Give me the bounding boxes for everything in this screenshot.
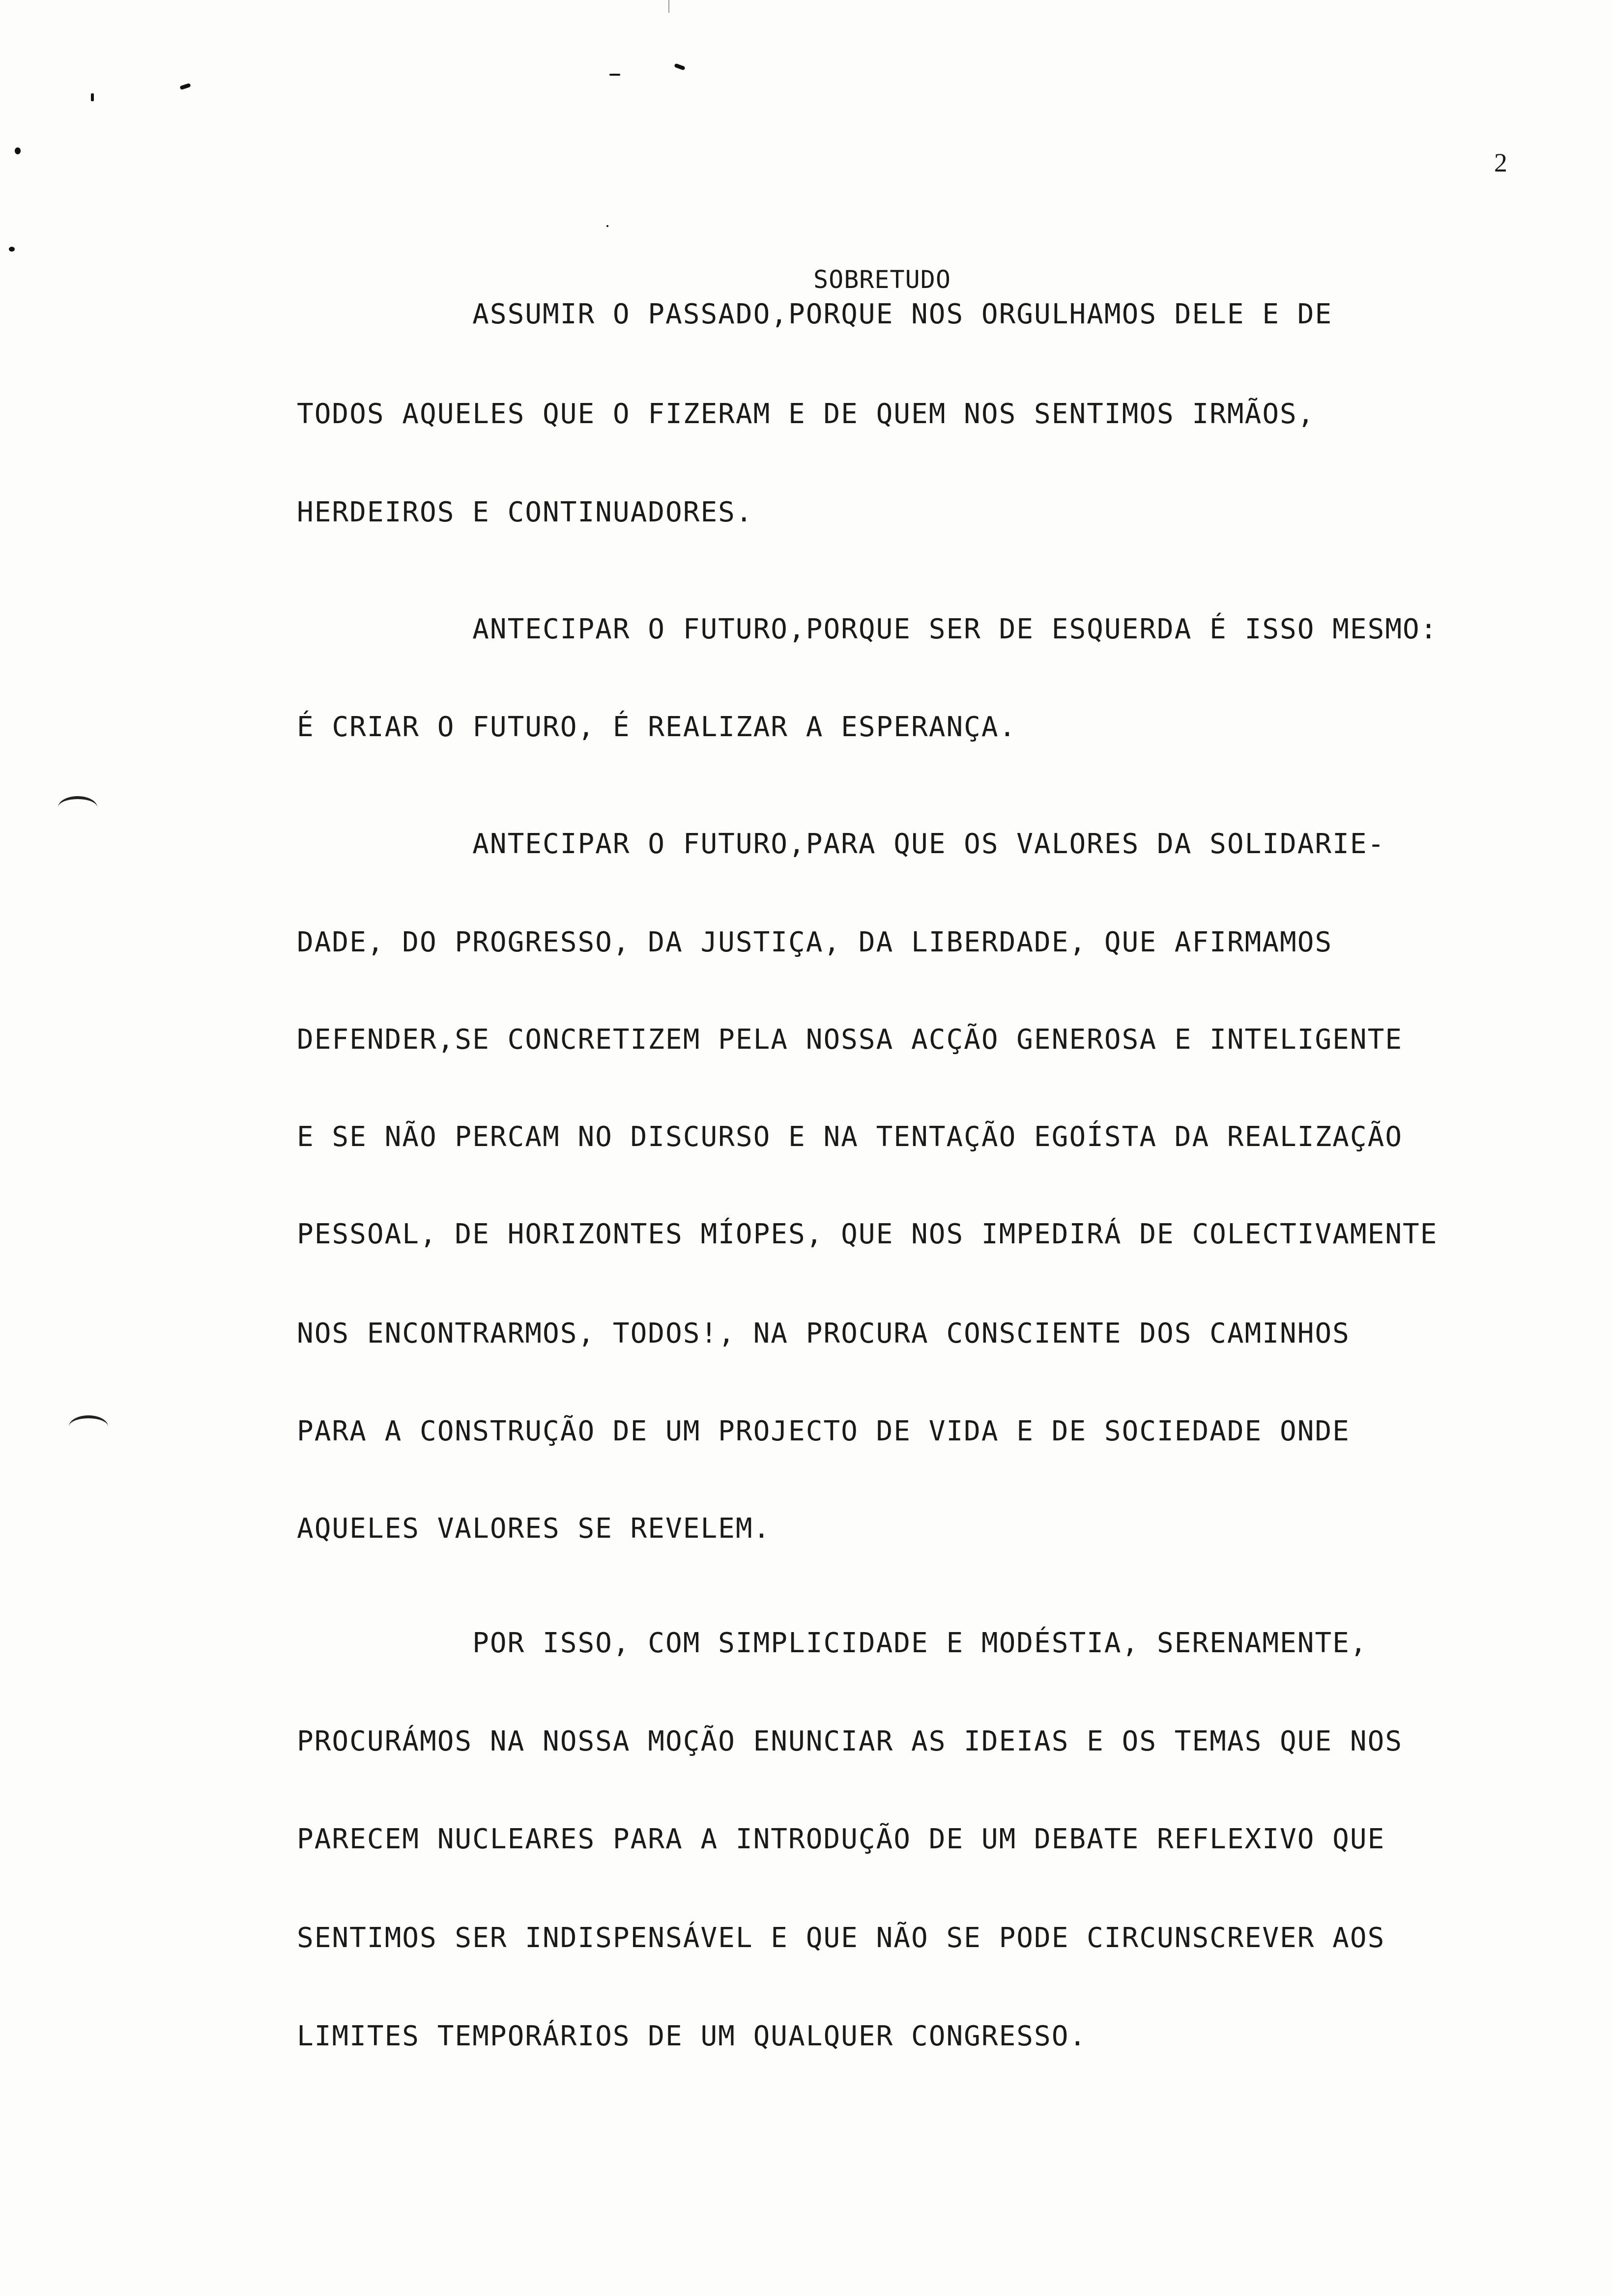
- scan-speck: [91, 93, 94, 101]
- scan-mark: [668, 0, 669, 13]
- text-line: NOS ENCONTRARMOS, TODOS!, NA PROCURA CONSCIENTE DOS CAMINHOS: [297, 1318, 1350, 1349]
- text-line: HERDEIROS E CONTINUADORES.: [297, 496, 753, 528]
- page-number: 2: [1494, 148, 1507, 177]
- text-line: POR ISSO, COM SIMPLICIDADE E MODÉSTIA, SERENAMENTE,: [297, 1627, 1368, 1659]
- scan-speck: [609, 74, 620, 76]
- text-line: PARA A CONSTRUÇÃO DE UM PROJECTO DE VIDA E DE SOCIEDADE ONDE: [297, 1415, 1350, 1447]
- scan-speck: [15, 147, 21, 154]
- text-line: DEFENDER,SE CONCRETIZEM PELA NOSSA ACÇÃO GENEROSA E INTELIGENTE: [297, 1024, 1403, 1056]
- scan-speck: [674, 63, 685, 70]
- text-line: SENTIMOS SER INDISPENSÁVEL E QUE NÃO SE PODE CIRCUNSCREVER AOS: [297, 1922, 1385, 1954]
- text-line: É CRIAR O FUTURO, É REALIZAR A ESPERANÇA.: [297, 711, 1017, 743]
- text-line: LIMITES TEMPORÁRIOS DE UM QUALQUER CONGRESSO.: [297, 2020, 1087, 2052]
- text-line: ANTECIPAR O FUTURO,PARA QUE OS VALORES DA SOLIDARIE-: [297, 828, 1385, 860]
- text-line: ANTECIPAR O FUTURO,PORQUE SER DE ESQUERDA É ISSO MESMO:: [297, 613, 1438, 645]
- scan-mark: [69, 1415, 108, 1438]
- text-line: TODOS AQUELES QUE O FIZERAM E DE QUEM NOS SENTIMOS IRMÃOS,: [297, 398, 1315, 430]
- text-line: PARECEM NUCLEARES PARA A INTRODUÇÃO DE UM DEBATE REFLEXIVO QUE: [297, 1823, 1385, 1855]
- text-line: DADE, DO PROGRESSO, DA JUSTIÇA, DA LIBERDADE, QUE AFIRMAMOS: [297, 926, 1333, 958]
- scan-speck: [9, 247, 15, 252]
- text-line: PESSOAL, DE HORIZONTES MÍOPES, QUE NOS IMPEDIRÁ DE COLECTIVAMENTE: [297, 1218, 1438, 1250]
- text-line: AQUELES VALORES SE REVELEM.: [297, 1513, 771, 1545]
- text-line: PROCURÁMOS NA NOSSA MOÇÃO ENUNCIAR AS IDEIAS E OS TEMAS QUE NOS: [297, 1725, 1403, 1757]
- handwritten-insertion: SOBRETUDO: [813, 265, 951, 294]
- text-line: E SE NÃO PERCAM NO DISCURSO E NA TENTAÇÃO EGOÍSTA DA REALIZAÇÃO: [297, 1121, 1403, 1153]
- text-line: ASSUMIR O PASSADO,PORQUE NOS ORGULHAMOS DELE E DE: [297, 298, 1333, 330]
- scan-speck: [606, 225, 608, 227]
- scan-mark: [58, 796, 97, 819]
- scan-speck: [179, 83, 191, 90]
